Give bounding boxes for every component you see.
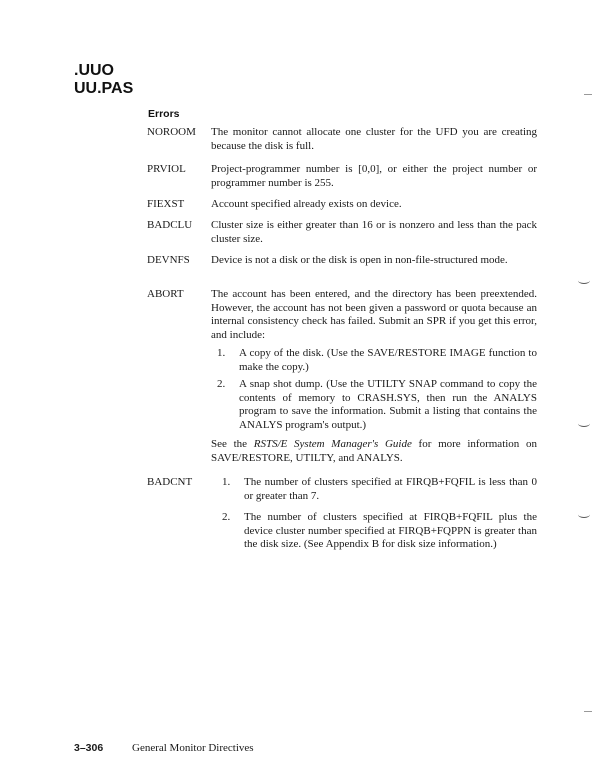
see-also-text (211, 438, 537, 465)
error-description: Project-programmer number is [0,0], or either the project number or programmer number is 255. (211, 163, 537, 189)
see-also-after: for more information on SAVE/RESTORE, UTILTY, and ANALYS. (211, 438, 538, 464)
error-description: Account specified already exists on device. (211, 198, 402, 210)
see-also-before: See the (211, 438, 254, 450)
item-text: A copy of the disk. (Use the SAVE/RESTORE IMAGE function to make the copy.) (239, 347, 537, 373)
error-code: PRVIOL (147, 163, 186, 175)
section-heading-errors: Errors (148, 108, 180, 120)
item-text: The number of clusters specified at FIRQB+FQFIL plus the device cluster number specified at FIRQB+FQPPN is greater than the disk size. (See Appendix B for disk size information.) (244, 511, 537, 550)
error-code: NOROOM (147, 126, 196, 138)
error-code: DEVNFS (147, 254, 190, 266)
margin-mark (584, 711, 592, 712)
item-number: 1. (217, 347, 226, 359)
error-description: The account has been entered, and the directory has been preextended. However, the account has not been given a password or quota because an internal consistency check has failed. Submit an SPR if you get this error, and include: (211, 288, 537, 341)
error-description: Cluster size is either greater than 16 or is nonzero and less than the pack cluster size. (211, 219, 537, 245)
error-code: BADCLU (147, 219, 193, 231)
directive-name: .UUO (74, 62, 114, 79)
see-also-title: RSTS/E System Manager's Guide (253, 438, 412, 450)
item-text: The number of clusters specified at FIRQB+FQFIL is less than 0 or greater than 7. (244, 476, 537, 502)
error-description: Device is not a disk or the disk is open in non-file-structured mode. (211, 254, 508, 266)
error-code: FIEXST (147, 198, 185, 210)
item-number: 2. (222, 511, 231, 523)
footer-title: General Monitor Directives (132, 742, 254, 754)
margin-mark (578, 277, 590, 284)
page-number: 3–306 (74, 742, 104, 754)
item-text: A snap shot dump. (Use the UTILTY SNAP command to copy the contents of memory to CRASH.SYS, then run the ANALYS program to save the information. Submit a listing that contains the ANALYS program's output.) (239, 378, 537, 431)
margin-mark (578, 420, 590, 427)
margin-mark (578, 511, 590, 518)
directive-module: UU.PAS (74, 80, 134, 97)
error-code: BADCNT (147, 476, 193, 488)
margin-mark (584, 94, 592, 95)
item-number: 2. (217, 378, 226, 390)
error-code: ABORT (147, 288, 184, 300)
error-description: The monitor cannot allocate one cluster for the UFD you are creating because the disk is full. (211, 126, 537, 152)
item-number: 1. (222, 476, 231, 488)
